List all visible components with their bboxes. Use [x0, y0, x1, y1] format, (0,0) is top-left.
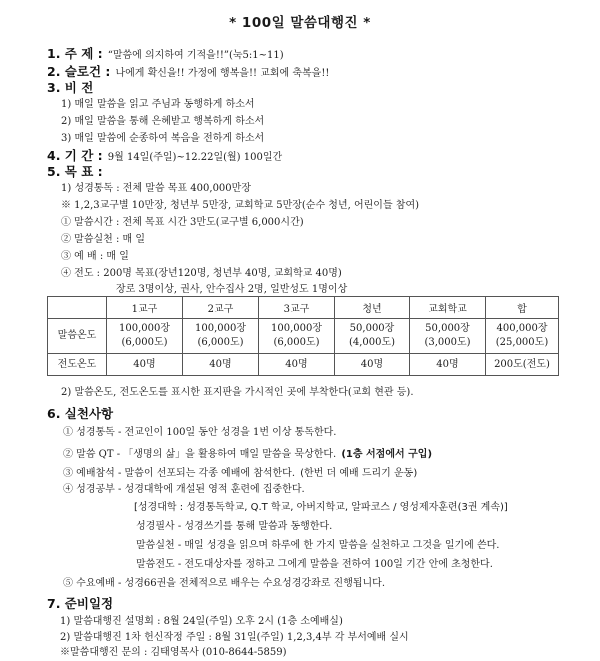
table-cell: 40명: [259, 354, 335, 376]
practice-2: [63, 444, 432, 463]
cell-line: 100,000장: [194, 323, 246, 334]
table-cell: [335, 319, 410, 354]
cell-line: (6,000도): [273, 337, 320, 348]
cell-line: (6,000도): [197, 337, 244, 348]
practice-2-note: (1층 서점에서 구입): [341, 449, 433, 460]
cell-line: 100,000장: [270, 323, 322, 334]
goal-sub-4: ④ 전도 : 200명 목표(장년120명, 청년부 40명, 교회학교 40명): [61, 268, 342, 279]
cell-line: 50,000장: [425, 323, 470, 334]
practice-4-doing: 말씀실천 - 매일 성경을 읽으며 하루에 한 가지 말씀을 실천하고 그것을 일기에 쓴다.: [136, 540, 500, 551]
schedule-label: 7. 준비일정: [47, 596, 114, 611]
goal-sub-3: ③ 예 배 : 매 일: [61, 251, 129, 262]
table-cell: [183, 319, 259, 354]
table-row: [48, 319, 559, 354]
theme-row: [47, 45, 284, 64]
schedule-1: 1) 말씀대행진 설명회 : 8월 24일(주일) 오후 2시 (1층 소예배실): [60, 616, 343, 627]
table-cell: 40명: [107, 354, 183, 376]
table-header-cell: 합: [486, 297, 559, 319]
vision-item-3: 3) 매일 말씀에 순종하여 복음을 전하게 하소서: [61, 133, 265, 144]
table-cell: 40명: [335, 354, 410, 376]
practice-4: ④ 성경공부 - 성경대학에 개설된 영적 훈련에 집중한다.: [63, 484, 305, 495]
goal-sub-1: ① 말씀시간 : 전체 목표 시간 3만도(교구별 6,000시간): [61, 217, 304, 228]
schedule-2: 2) 말씀대행진 1차 헌신작정 주일 : 8월 31일(주일) 1,2,3,4부 각 부서예배 실시: [60, 632, 409, 643]
cell-line: (3,000도): [424, 337, 471, 348]
vision-label: 3. 비 전: [47, 80, 94, 95]
goal-table: [47, 296, 559, 376]
practice-4-evangelism: 말씀전도 - 전도대상자를 정하고 그에게 말씀을 전하여 100일 기간 안에 초청한다.: [136, 559, 493, 570]
theme-text: “말씀에 의지하여 기적을!!”(눅5:1~11): [107, 50, 284, 61]
practice-3: [63, 463, 417, 482]
practice-5: ⑤ 수요예배 - 성경66권을 전체적으로 배우는 수요성경강좌로 진행됩니다.: [63, 578, 386, 589]
practice-4-copying: 성경필사 - 성경쓰기를 통해 말씀과 동행한다.: [136, 521, 333, 532]
table-header-cell: 2교구: [183, 297, 259, 319]
practice-2-text: ② 말씀 QT - 「생명의 삶」을 활용하여 매일 말씀을 묵상한다.: [63, 449, 337, 460]
cell-line: 400,000장: [496, 323, 548, 334]
page-title: * 100일 말씀대행진 *: [229, 15, 371, 31]
table-cell: [486, 319, 559, 354]
practice-3-note: (한번 더 예배 드리기 운동): [300, 468, 418, 479]
table-cell: 40명: [410, 354, 486, 376]
cell-line: (25,000도): [495, 337, 549, 348]
table-cell: 40명: [183, 354, 259, 376]
goal-note: ※ 1,2,3교구별 10만장, 청년부 5만장, 교회학교 5만장(순수 청년, 어린이들 참여): [61, 200, 420, 211]
practice-4-courses: [성경대학 : 성경통독학교, Q.T 학교, 아버지학교, 알파코스 / 영성제자훈련(3권 계속)]: [134, 502, 508, 513]
cell-line: (6,000도): [121, 337, 168, 348]
table-header-cell: 교회학교: [410, 297, 486, 319]
schedule-contact: ※말씀대행진 문의 : 김태영목사 (010-8644-5859): [60, 647, 287, 658]
theme-label: 1. 주 제 :: [47, 46, 103, 61]
cell-line: (4,000도): [348, 337, 396, 348]
table-header-cell: 3교구: [259, 297, 335, 319]
goal-after: 2) 말씀온도, 전도온도를 표시한 표지판을 가시적인 곳에 부착한다(교회 현관 등).: [61, 387, 414, 398]
period-label: 4. 기 간 :: [47, 148, 103, 163]
goal-label: 5. 목 표 :: [47, 164, 103, 179]
table-header-row: [48, 297, 559, 319]
table-cell: [259, 319, 335, 354]
slogan-text: 나에게 확신을!! 가정에 행복을!! 교회에 축복을!!: [115, 68, 330, 79]
table-row: [48, 354, 559, 376]
goal-sub-2: ② 말씀실천 : 매 일: [61, 234, 146, 245]
practice-3-text: ③ 예배참석 - 말씀이 선포되는 각종 예배에 참석한다.: [63, 468, 296, 479]
cell-line: 100,000장: [118, 323, 170, 334]
goal-sub-4b: 장로 3명이상, 권사, 안수집사 2명, 일반성도 1명이상: [116, 284, 348, 295]
period-text: 9월 14일(주일)~12.22일(월) 100일간: [107, 152, 283, 163]
vision-item-1: 1) 매일 말씀을 읽고 주님과 동행하게 하소서: [61, 99, 255, 110]
table-header-cell: 1교구: [107, 297, 183, 319]
practice-label: 6. 실천사항: [47, 406, 114, 421]
practice-1: ① 성경통독 - 전교인이 100일 동안 성경을 1번 이상 통독한다.: [63, 427, 337, 438]
table-row-label: 말씀온도: [48, 319, 107, 354]
slogan-label: 2. 슬로건 :: [47, 64, 111, 79]
table-header-cell: [48, 297, 107, 319]
table-cell: [410, 319, 486, 354]
table-row-label: 전도온도: [48, 354, 107, 376]
table-header-cell: 청년: [335, 297, 410, 319]
cell-line: 50,000장: [349, 323, 395, 334]
table-cell: 200도(전도): [486, 354, 559, 376]
table-cell: [107, 319, 183, 354]
vision-item-2: 2) 매일 말씀을 통해 은혜받고 행복하게 하소서: [61, 116, 265, 127]
goal-line-1: 1) 성경통독 : 전체 말씀 목표 400,000만장: [61, 183, 251, 194]
